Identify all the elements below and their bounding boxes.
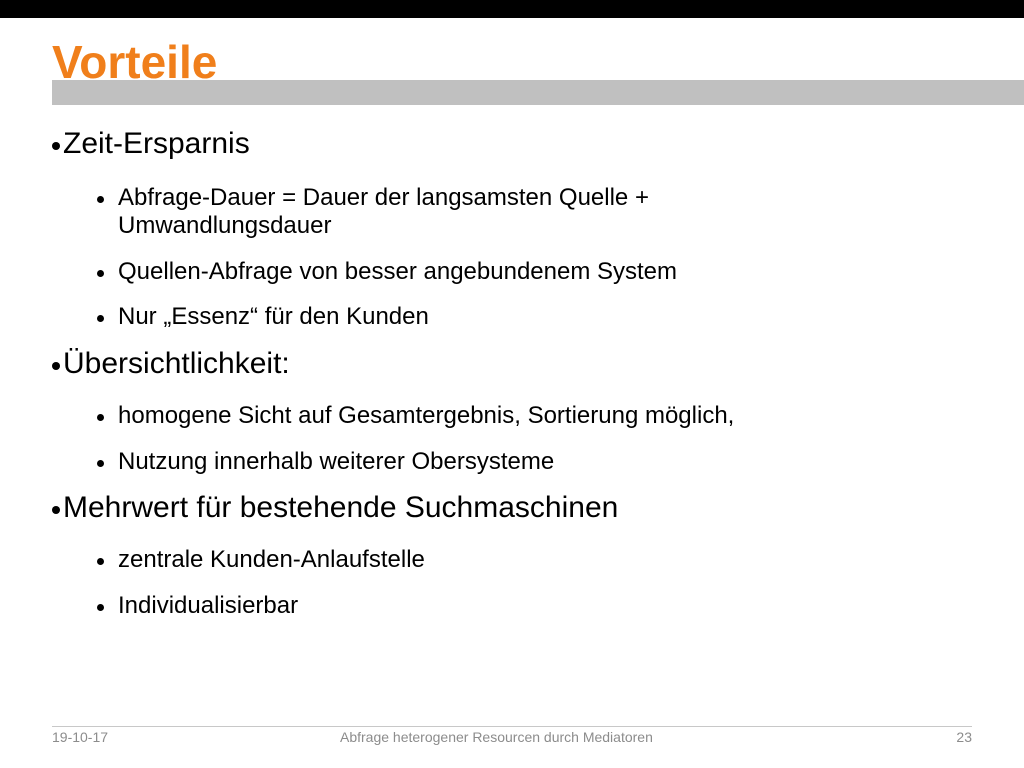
- bullet-text: Mehrwert für bestehende Suchmaschinen: [63, 491, 619, 524]
- bullet-dot: [97, 604, 104, 611]
- bullet-text: Nutzung innerhalb weiterer Obersysteme: [118, 448, 555, 475]
- bullet-text: Nur „Essenz“ für den Kunden: [118, 303, 429, 330]
- bullet-dot: [97, 414, 104, 421]
- bullet-text: Individualisierbar: [118, 592, 299, 619]
- bullet-dot: [97, 270, 104, 277]
- footer-divider: [52, 726, 972, 727]
- bullet-text: Zeit-Ersparnis: [63, 127, 250, 160]
- bullet-text: Übersichtlichkeit:: [63, 347, 290, 380]
- bullet-dot: [52, 362, 60, 370]
- bullet-text: Quellen-Abfrage von besser angebundenem System: [118, 258, 678, 285]
- bullet-dot: [52, 506, 60, 514]
- sub-bullet-essenz: [118, 303, 429, 331]
- slide-title: Vorteile: [52, 36, 218, 88]
- sub-bullet-abfrage-dauer-continued: [118, 212, 331, 240]
- bullet-text: homogene Sicht auf Gesamtergebnis, Sortierung möglich,: [118, 402, 735, 429]
- sub-bullet-nutzung: [118, 448, 554, 476]
- footer-page-number: 23: [956, 729, 972, 745]
- bullet-text: Umwandlungsdauer: [118, 212, 332, 239]
- bullet-dot: [52, 142, 60, 150]
- bullet-text: zentrale Kunden-Anlaufstelle: [118, 546, 425, 573]
- bullet-dot: [97, 460, 104, 467]
- bullet-text: Abfrage-Dauer = Dauer der langsamsten Quelle +: [118, 184, 649, 211]
- sub-bullet-individualisierbar: [118, 592, 298, 620]
- bullet-zeit-ersparnis: [63, 127, 250, 161]
- bullet-uebersichtlichkeit: [63, 347, 290, 381]
- bullet-dot: [97, 315, 104, 322]
- bullet-dot: [97, 196, 104, 203]
- bullet-dot: [97, 558, 104, 565]
- sub-bullet-homogene-sicht: [118, 402, 734, 430]
- footer-title: Abfrage heterogener Resourcen durch Mediatoren: [340, 729, 653, 745]
- sub-bullet-quellen-abfrage: [118, 258, 677, 286]
- sub-bullet-kunden-anlaufstelle: [118, 546, 425, 574]
- bullet-mehrwert: [63, 491, 618, 525]
- footer-date: 19-10-17: [52, 729, 109, 745]
- sub-bullet-abfrage-dauer: [118, 184, 649, 212]
